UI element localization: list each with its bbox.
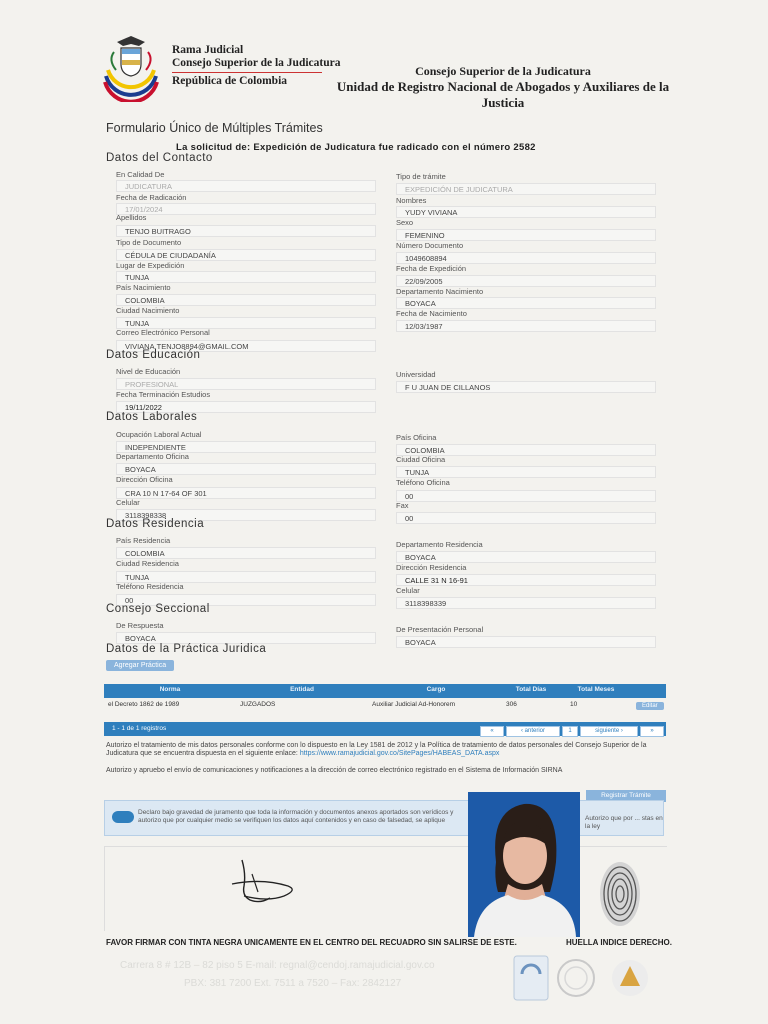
register-button[interactable]: Registrar Trámite	[586, 790, 666, 802]
pager-first-button[interactable]: «	[480, 726, 504, 737]
pais-residencia-label: País Residencia	[116, 536, 171, 545]
fecha-nacimiento-field[interactable]: 12/03/1987	[396, 320, 656, 332]
pais-residencia-field[interactable]: COLOMBIA	[116, 547, 376, 559]
certification-logos	[512, 954, 662, 1002]
apellidos-field[interactable]: TENJO BUITRAGO	[116, 225, 376, 237]
fax-field[interactable]: 00	[396, 512, 656, 524]
depto-nacimiento-field[interactable]: BOYACA	[396, 297, 656, 309]
header-consejo: Consejo Superior de la Judicatura	[172, 57, 341, 69]
consent-notificaciones: Autorizo y apruebo el envío de comunicaciones y notificaciones a la dirección de correo electrónico registrado en el Sistema de Información SIRNA	[106, 767, 563, 774]
pager-last-button[interactable]: »	[640, 726, 664, 737]
pager-page-button[interactable]: 1	[562, 726, 578, 737]
ocupacion-label: Ocupación Laboral Actual	[116, 430, 202, 439]
portrait-image	[468, 792, 580, 937]
add-practice-button[interactable]: Agregar Práctica	[106, 660, 174, 671]
footer-phone: PBX: 381 7200 Ext. 7511 a 7520 – Fax: 2842127	[184, 978, 402, 989]
habeas-data-link[interactable]: https://www.ramajudicial.gov.co/SitePages/HABEAS_DATA.aspx	[299, 750, 500, 757]
section-educacion: Datos Educación	[106, 349, 201, 361]
fecha-nacimiento-label: Fecha de Nacimiento	[396, 309, 467, 318]
telefono-oficina-label: Teléfono Oficina	[396, 478, 450, 487]
apellidos-label: Apellidos	[116, 213, 147, 222]
sexo-label: Sexo	[396, 218, 414, 227]
edit-row-button[interactable]: Editar	[636, 702, 664, 710]
pais-nacimiento-label: País Nacimiento	[116, 283, 171, 292]
fecha-terminacion-field[interactable]: 19/11/2022	[116, 401, 376, 413]
section-contacto: Datos del Contacto	[106, 152, 213, 164]
nombres-label: Nombres	[396, 196, 427, 205]
tipo-documento-label: Tipo de Documento	[116, 238, 182, 247]
section-seccional: Consejo Seccional	[106, 603, 210, 615]
sexo-field[interactable]: FEMENINO	[396, 229, 656, 241]
sworn-declaration-tail: Autorizo que por ... stas en la ley	[585, 815, 663, 830]
nombres-field[interactable]: YUDY VIVIANA	[396, 206, 656, 218]
form-title: Formulario Único de Múltiples Trámites	[106, 121, 323, 135]
col-cargo: Cargo	[426, 686, 446, 693]
row-total-meses: 10	[570, 701, 578, 708]
ciudad-residencia-field[interactable]: TUNJA	[116, 571, 376, 583]
row-norma: el Decreto 1862 de 1989	[108, 701, 180, 708]
telefono-oficina-field[interactable]: 00	[396, 490, 656, 502]
row-entidad: JUZGADOS	[240, 701, 276, 708]
nivel-educacion-label: Nivel de Educación	[116, 367, 181, 376]
section-practica: Datos de la Práctica Juridica	[106, 643, 267, 655]
direccion-oficina-label: Dirección Oficina	[116, 475, 173, 484]
radicado-message: La solicitud de: Expedición de Judicatura fue radicado con el número 2582	[176, 142, 536, 153]
header-rama-judicial: Rama Judicial	[172, 44, 244, 56]
fax-label: Fax	[396, 501, 409, 510]
col-entidad: Entidad	[290, 686, 314, 693]
correo-label: Correo Electrónico Personal	[116, 328, 210, 337]
fingerprint-image	[596, 858, 644, 930]
universidad-label: Universidad	[396, 370, 436, 379]
direccion-residencia-field[interactable]: CALLE 31 N 16-91	[396, 574, 656, 586]
fecha-expedicion-field[interactable]: 22/09/2005	[396, 275, 656, 287]
fingerprint-instruction: HUELLA INDICE DERECHO.	[566, 938, 672, 947]
ocupacion-field[interactable]: INDEPENDIENTE	[116, 441, 376, 453]
col-total-meses: Total Meses	[577, 686, 615, 693]
presentacion-field[interactable]: BOYACA	[396, 636, 656, 648]
pager-next-button[interactable]: siguiente ›	[580, 726, 638, 737]
header-institution	[172, 44, 340, 88]
direccion-oficina-field[interactable]: CRA 10 N 17-64 OF 301	[116, 487, 376, 499]
fecha-expedicion-label: Fecha de Expedición	[396, 264, 467, 273]
fecha-terminacion-label: Fecha Terminación Estudios	[116, 390, 211, 399]
consent-habeas-data	[106, 742, 662, 758]
col-total-dias: Total Días	[515, 686, 547, 693]
ciudad-nacimiento-field[interactable]: TUNJA	[116, 317, 376, 329]
respuesta-label: De Respuesta	[116, 621, 164, 630]
footer-address: Carrera 8 # 12B – 82 piso 5 E-mail: regnal@cendoj.ramajudicial.gov.co	[120, 960, 435, 971]
universidad-field[interactable]: F U JUAN DE CILLANOS	[396, 381, 656, 393]
header-rule	[172, 72, 322, 73]
header-unit-line1: Consejo Superior de la Judicatura	[415, 64, 591, 78]
nivel-educacion-field[interactable]: PROFESIONAL	[116, 378, 376, 390]
row-total-dias: 306	[506, 701, 517, 708]
celular-oficina-field[interactable]: 3118398338	[116, 509, 376, 521]
section-laborales: Datos Laborales	[106, 411, 198, 423]
fecha-radicacion-label: Fecha de Radicación	[116, 193, 187, 202]
numero-documento-label: Número Documento	[396, 241, 464, 250]
signature-box	[104, 846, 667, 931]
fecha-radicacion-field[interactable]: 17/01/2024	[116, 203, 376, 215]
calidad-label: En Calidad De	[116, 170, 165, 179]
colombia-coat-of-arms-logo	[100, 30, 162, 102]
header-republica: República de Colombia	[172, 75, 288, 87]
lugar-expedicion-label: Lugar de Expedición	[116, 261, 185, 270]
pager-prev-button[interactable]: ‹ anterior	[506, 726, 560, 737]
depto-residencia-label: Departamento Residencia	[396, 540, 483, 549]
consent-text-1: Autorizo el tratamiento de mis datos personales conforme con lo dispuesto en la Ley 1581 de 2012 y la Política de tratamiento de datos personales del Consejo Superior de la Judicatura que se encuentra dispuesta en el siguiente enlace:	[106, 742, 647, 757]
tipo-tramite-field[interactable]: EXPEDICIÓN DE JUDICATURA	[396, 183, 656, 195]
celular-residencia-field[interactable]: 3118398339	[396, 597, 656, 609]
tipo-tramite-label: Tipo de trámite	[396, 172, 446, 181]
ciudad-oficina-label: Ciudad Oficina	[396, 455, 446, 464]
depto-nacimiento-label: Departamento Nacimiento	[396, 287, 484, 296]
header-unit	[336, 64, 670, 111]
ciudad-oficina-field[interactable]: TUNJA	[396, 466, 656, 478]
depto-oficina-label: Departamento Oficina	[116, 452, 189, 461]
pais-oficina-label: País Oficina	[396, 433, 437, 442]
signature-instruction: FAVOR FIRMAR CON TINTA NEGRA UNICAMENTE EN EL CENTRO DEL RECUADRO SIN SALIRSE DE ESTE.	[106, 938, 517, 947]
depto-oficina-field[interactable]: BOYACA	[116, 463, 376, 475]
pais-oficina-field[interactable]: COLOMBIA	[396, 444, 656, 456]
ciudad-nacimiento-label: Ciudad Nacimiento	[116, 306, 180, 315]
correo-field[interactable]: VIVIANA.TENJO8894@GMAIL.COM	[116, 340, 376, 352]
pager-count: 1 - 1 de 1 registros	[112, 725, 167, 732]
ciudad-residencia-label: Ciudad Residencia	[116, 559, 179, 568]
respuesta-field[interactable]: BOYACA	[116, 632, 376, 644]
row-cargo: Auxiliar Judicial Ad-Honorem	[372, 701, 456, 708]
telefono-residencia-label: Teléfono Residencia	[116, 582, 184, 591]
depto-residencia-field[interactable]: BOYACA	[396, 551, 656, 563]
calidad-field[interactable]: JUDICATURA	[116, 180, 376, 192]
lugar-expedicion-field[interactable]: TUNJA	[116, 271, 376, 283]
sworn-declaration-text: Declaro bajo gravedad de juramento que toda la información y documentos anexos aportados son verídicos y autorizo que por cualquier medio se verifiquen los datos aquí contenidos y en caso de falsedad, se aplique	[138, 809, 454, 824]
section-residencia: Datos Residencia	[106, 518, 205, 530]
tipo-documento-field[interactable]: CÉDULA DE CIUDADANÍA	[116, 249, 376, 261]
header-unit-line2: Unidad de Registro Nacional de Abogados y Auxiliares de la Justicia	[336, 79, 670, 110]
presentacion-label: De Presentación Personal	[396, 625, 484, 634]
info-icon	[112, 811, 134, 823]
pais-nacimiento-field[interactable]: COLOMBIA	[116, 294, 376, 306]
signature-mark	[222, 852, 322, 912]
numero-documento-field[interactable]: 1049608894	[396, 252, 656, 264]
telefono-residencia-field[interactable]: 00	[116, 594, 376, 606]
direccion-residencia-label: Dirección Residencia	[396, 563, 467, 572]
celular-residencia-label: Celular	[396, 586, 420, 595]
celular-oficina-label: Celular	[116, 498, 140, 507]
col-norma: Norma	[159, 686, 181, 693]
applicant-photo	[468, 792, 580, 937]
